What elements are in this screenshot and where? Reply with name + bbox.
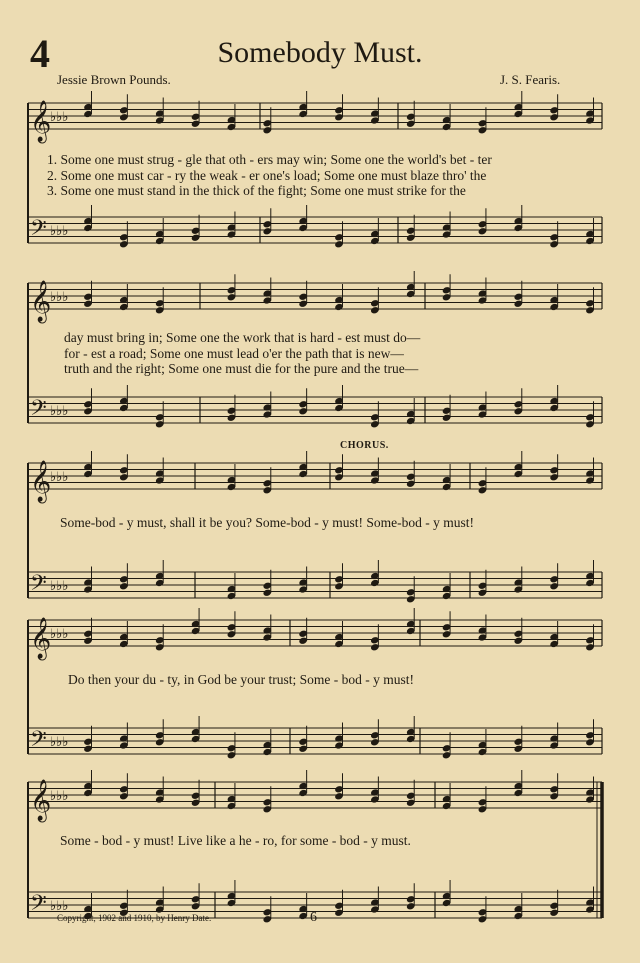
verse-2-line-1: 2. Some one must car - ry the weak - er one's load; Some one must blaze thro' the [47,168,487,183]
chorus-line-2: Do then your du - ty, in God be your trust; Some - bod - y must! [68,672,414,687]
treble-clef: 𝄞 [30,780,52,821]
verse-1-line-2: day must bring in; Some one the work that is hard - est must do— [64,330,421,345]
chorus-line-3: Some - bod - y must! Live like a he - ro, for some - bod - y must. [60,833,411,848]
key-signature: ♭♭♭ [50,899,69,914]
key-signature: ♭♭♭ [50,627,69,642]
lyricist-credit: Jessie Brown Pounds. [57,72,171,87]
key-signature: ♭♭♭ [50,404,69,419]
key-signature: ♭♭♭ [50,110,69,125]
hymn-number: 4 [30,31,50,76]
key-signature: ♭♭♭ [50,470,69,485]
chorus-label: CHORUS. [340,440,389,451]
verse-3-line-1: 3. Some one must stand in the thick of the fight; Some one must strike for the [47,183,466,198]
verse-2-line-2: for - est a road; Some one must lead o'er the path that is new— [64,346,404,361]
key-signature: ♭♭♭ [50,224,69,239]
key-signature: ♭♭♭ [50,290,69,305]
treble-clef: 𝄞 [30,618,52,659]
bass-clef: 𝄢 [30,727,47,757]
verse-1-line-1: 1. Some one must strug - gle that oth - ers may win; Some one the world's bet - ter [47,152,492,167]
treble-clef: 𝄞 [30,281,52,322]
chorus-line-1: Some-bod - y must, shall it be you? Some-bod - y must! Some-bod - y must! [60,515,474,530]
verse-3-line-2: truth and the right; Some one must die for the pure and the true— [64,361,419,376]
composer-credit: J. S. Fearis. [500,72,561,87]
key-signature: ♭♭♭ [50,789,69,804]
copyright-notice: Copyright, 1902 and 1910, by Henry Date. [57,913,212,923]
bass-clef: 𝄢 [30,571,47,601]
hymn-title: Somebody Must. [217,36,423,69]
key-signature: ♭♭♭ [50,579,69,594]
key-signature: ♭♭♭ [50,735,69,750]
bass-clef: 𝄢 [30,216,47,246]
treble-clef: 𝄞 [30,101,52,142]
bass-clef: 𝄢 [30,396,47,426]
treble-clef: 𝄞 [30,461,52,502]
page-number: 6 [310,910,317,925]
bass-clef: 𝄢 [30,891,47,921]
